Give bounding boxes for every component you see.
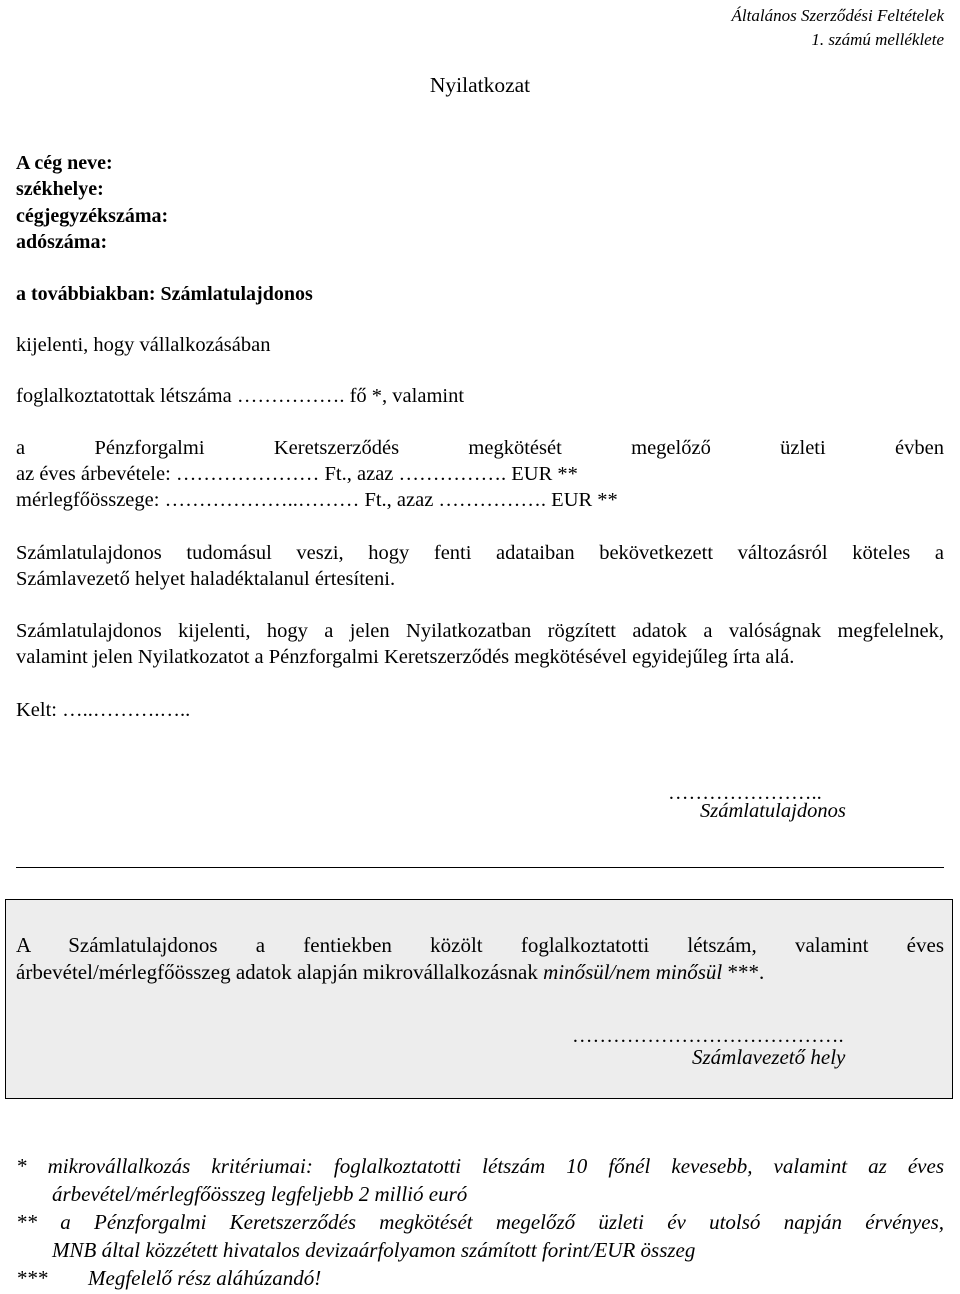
assessment-line-2-prefix: árbevétel/mérlegfőösszeg adatok alapján mikrovállalkozásnak — [16, 960, 544, 984]
hereinafter-label: a továbbiakban: Számlatulajdonos — [16, 283, 313, 305]
assessment-line-2-suffix: ***. — [722, 960, 765, 984]
document-header — [732, 4, 944, 52]
document-title: Nyilatkozat — [429, 73, 531, 97]
footnote-1-line-1: * mikrovállalkozás kritériumai: foglalkoztatotti létszám 10 főnél kevesebb, valamint az éves — [16, 1154, 944, 1178]
footnote-2-line-1: ** a Pénzforgalmi Keretszerződés megkötését megelőző üzleti év utolsó napján érvényes, — [16, 1210, 944, 1234]
turnover-intro-line: a Pénzforgalmi Keretszerződés megkötését megelőző üzleti évben — [16, 437, 944, 459]
account-holder-signature-dots: ………………….. — [668, 782, 822, 804]
header-line-2: 1. számú melléklete — [811, 30, 944, 49]
declaration-line-2: valamint jelen Nyilatkozatot a Pénzforgalmi Keretszerződés megkötésével egyidejűleg írta alá. — [16, 646, 795, 668]
balance-sheet-total-line: mérlegfőösszege: ………………..……… Ft., azaz ……………. EUR ** — [16, 489, 618, 511]
change-notice-line-2: Számlavezető helyet haladéktalanul értesíteni. — [16, 568, 396, 590]
change-notice-paragraph — [16, 540, 944, 592]
change-notice-line-1: Számlatulajdonos tudomásul veszi, hogy fenti adataiban bekövetkezett változásról köteles a — [16, 542, 944, 564]
footnote-1-line-2: árbevétel/mérlegfőösszeg legfeljebb 2 millió euró — [52, 1182, 468, 1206]
tax-number-label: adószáma: — [16, 231, 108, 253]
account-keeper-signature-dots: …………………………………. — [572, 1025, 844, 1047]
declaration-line-1: Számlatulajdonos kijelenti, hogy a jelen Nyilatkozatban rögzített adatok a valóságnak megfelelnek, — [16, 620, 944, 642]
footnote-2-line-2: MNB által közzétett hivatalos devizaárfolyamon számított forint/EUR összeg — [52, 1238, 696, 1262]
header-line-1: Általános Szerződési Feltételek — [731, 6, 944, 25]
footnote-3-mark: *** — [16, 1266, 48, 1290]
registry-number-label: cégjegyzékszáma: — [16, 205, 169, 227]
declaration-paragraph — [16, 618, 944, 670]
annual-turnover-line: az éves árbevétele: ………………… Ft., azaz ……………. EUR ** — [16, 463, 578, 485]
footnote-3-text: Megfelelő rész aláhúzandó! — [88, 1266, 322, 1290]
date-line: Kelt: …..……….….. — [16, 699, 191, 721]
footnote-3 — [16, 1264, 944, 1292]
section-divider — [16, 867, 944, 868]
footnotes — [16, 1152, 944, 1292]
assessment-text — [16, 932, 944, 986]
company-name-label: A cég neve: — [16, 152, 113, 174]
account-keeper-signature-label: Számlavezető hely — [692, 1045, 846, 1069]
assessment-line-1: A Számlatulajdonos a fentiekben közölt foglalkoztatotti létszám, valamint éves — [16, 933, 944, 957]
seat-label: székhelye: — [16, 178, 104, 200]
declares-line: kijelenti, hogy vállalkozásában — [16, 334, 271, 356]
account-holder-signature-label: Számlatulajdonos — [700, 800, 846, 822]
employee-count-line: foglalkoztatottak létszáma ……………. fő *, valamint — [16, 385, 465, 407]
qualification-options: minősül/nem minősül — [543, 960, 723, 984]
assessment-line-2 — [16, 960, 764, 984]
footnote-1 — [16, 1152, 944, 1208]
footnote-2 — [16, 1208, 944, 1264]
